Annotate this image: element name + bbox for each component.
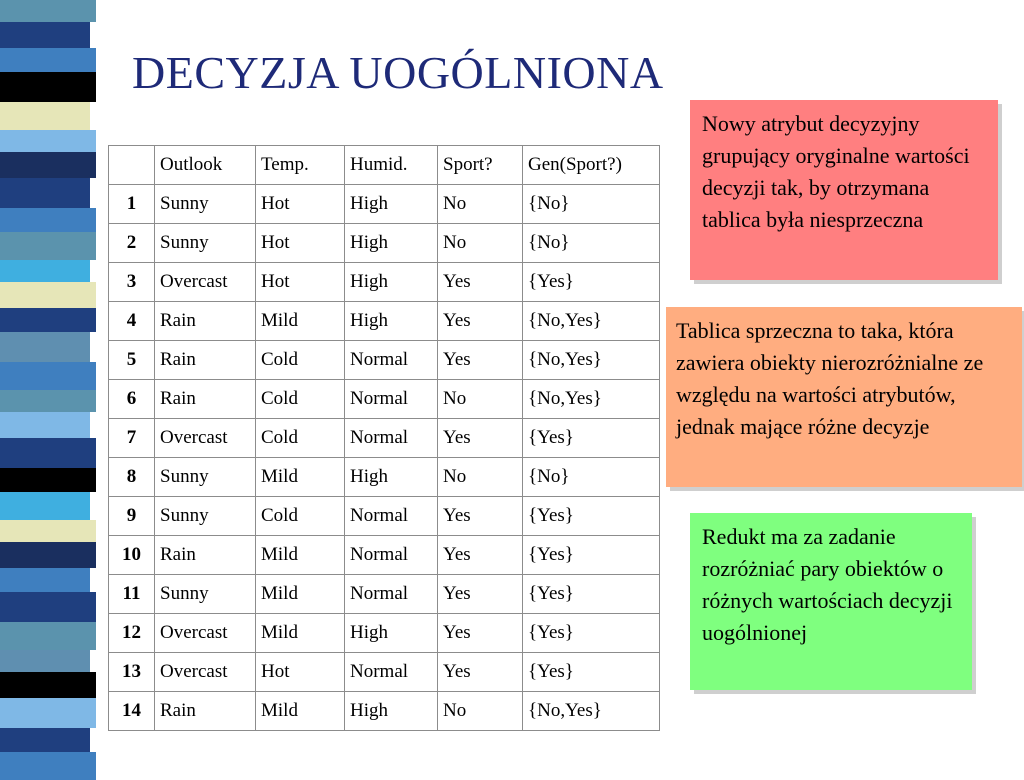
table-row <box>109 575 660 614</box>
table-row <box>109 224 660 263</box>
row-index: 10 <box>109 536 155 575</box>
cell-sport: Yes <box>438 614 523 653</box>
cell-humid: High <box>345 263 438 302</box>
header-outlook: Outlook <box>155 146 256 185</box>
cell-temp: Mild <box>256 614 345 653</box>
cell-sport: Yes <box>438 341 523 380</box>
cell-outlook: Rain <box>155 380 256 419</box>
decorative-stripe <box>0 0 96 768</box>
header-humid: Humid. <box>345 146 438 185</box>
row-index: 3 <box>109 263 155 302</box>
cell-temp: Mild <box>256 692 345 731</box>
table-row <box>109 380 660 419</box>
table-row <box>109 536 660 575</box>
cell-humid: Normal <box>345 341 438 380</box>
row-index: 8 <box>109 458 155 497</box>
cell-outlook: Sunny <box>155 224 256 263</box>
cell-gen-sport: {Yes} <box>523 653 660 692</box>
cell-outlook: Overcast <box>155 653 256 692</box>
stripe-segment <box>0 282 96 308</box>
cell-sport: No <box>438 224 523 263</box>
stripe-segment <box>0 72 96 102</box>
stripe-segment <box>0 728 90 752</box>
stripe-segment <box>0 102 90 130</box>
table-row <box>109 458 660 497</box>
table-row <box>109 302 660 341</box>
stripe-segment <box>0 362 96 390</box>
stripe-segment <box>0 468 96 492</box>
cell-gen-sport: {Yes} <box>523 536 660 575</box>
stripe-segment <box>0 542 96 568</box>
cell-temp: Mild <box>256 575 345 614</box>
cell-temp: Mild <box>256 536 345 575</box>
cell-humid: Normal <box>345 536 438 575</box>
cell-outlook: Sunny <box>155 458 256 497</box>
cell-outlook: Rain <box>155 341 256 380</box>
cell-humid: Normal <box>345 419 438 458</box>
cell-humid: High <box>345 614 438 653</box>
cell-humid: High <box>345 185 438 224</box>
cell-gen-sport: {Yes} <box>523 614 660 653</box>
stripe-segment <box>0 492 90 520</box>
cell-outlook: Sunny <box>155 575 256 614</box>
table-row <box>109 419 660 458</box>
cell-humid: High <box>345 224 438 263</box>
cell-temp: Hot <box>256 224 345 263</box>
table-row <box>109 341 660 380</box>
table-row <box>109 692 660 731</box>
stripe-segment <box>0 520 96 542</box>
cell-gen-sport: {No,Yes} <box>523 692 660 731</box>
stripe-segment <box>0 22 90 48</box>
table-row <box>109 653 660 692</box>
table-header-row <box>109 146 660 185</box>
cell-gen-sport: {No} <box>523 224 660 263</box>
cell-outlook: Overcast <box>155 419 256 458</box>
table-row <box>109 263 660 302</box>
cell-sport: Yes <box>438 302 523 341</box>
cell-humid: Normal <box>345 380 438 419</box>
stripe-segment <box>0 438 96 468</box>
stripe-segment <box>0 332 90 362</box>
cell-temp: Hot <box>256 263 345 302</box>
stripe-segment <box>0 412 90 438</box>
slide-title: DECYZJA UOGÓLNIONA <box>132 47 664 98</box>
cell-temp: Cold <box>256 419 345 458</box>
cell-temp: Cold <box>256 341 345 380</box>
header-gen-sport: Gen(Sport?) <box>523 146 660 185</box>
stripe-segment <box>0 260 90 282</box>
cell-humid: High <box>345 302 438 341</box>
decision-table <box>108 145 660 731</box>
row-index: 4 <box>109 302 155 341</box>
cell-temp: Cold <box>256 497 345 536</box>
cell-sport: Yes <box>438 575 523 614</box>
table-row <box>109 185 660 224</box>
table-row <box>109 614 660 653</box>
row-index: 9 <box>109 497 155 536</box>
cell-temp: Hot <box>256 185 345 224</box>
stripe-segment <box>0 650 90 672</box>
cell-outlook: Overcast <box>155 263 256 302</box>
cell-humid: Normal <box>345 497 438 536</box>
stripe-segment <box>0 672 96 698</box>
cell-gen-sport: {No,Yes} <box>523 302 660 341</box>
stripe-segment <box>0 48 96 72</box>
cell-humid: Normal <box>345 653 438 692</box>
header-temp: Temp. <box>256 146 345 185</box>
stripe-segment <box>0 592 96 622</box>
row-index: 6 <box>109 380 155 419</box>
row-index: 13 <box>109 653 155 692</box>
stripe-segment <box>0 622 96 650</box>
cell-sport: No <box>438 380 523 419</box>
cell-temp: Mild <box>256 302 345 341</box>
cell-outlook: Sunny <box>155 497 256 536</box>
stripe-segment <box>0 232 96 260</box>
row-index: 1 <box>109 185 155 224</box>
cell-sport: No <box>438 458 523 497</box>
stripe-segment <box>0 208 96 232</box>
cell-gen-sport: {No} <box>523 185 660 224</box>
stripe-segment <box>0 308 96 332</box>
cell-sport: No <box>438 185 523 224</box>
stripe-segment <box>0 152 96 178</box>
cell-outlook: Rain <box>155 536 256 575</box>
cell-sport: Yes <box>438 419 523 458</box>
header-index <box>109 146 155 185</box>
cell-sport: No <box>438 692 523 731</box>
stripe-segment <box>0 568 90 592</box>
cell-outlook: Sunny <box>155 185 256 224</box>
cell-gen-sport: {Yes} <box>523 575 660 614</box>
cell-humid: High <box>345 458 438 497</box>
cell-sport: Yes <box>438 653 523 692</box>
row-index: 12 <box>109 614 155 653</box>
stripe-segment <box>0 178 90 208</box>
cell-gen-sport: {No} <box>523 458 660 497</box>
stripe-segment <box>0 390 96 412</box>
stripe-segment <box>0 752 96 780</box>
cell-sport: Yes <box>438 497 523 536</box>
note-inconsistent-table: Tablica sprzeczna to taka, która zawiera obiekty nierozróżnialne ze względu na wartości atrybutów, jednak mające różne decyzje <box>666 307 1022 487</box>
note-new-decision-attribute: Nowy atrybut decyzyjny grupujący oryginalne wartości decyzji tak, by otrzymana tablica była niesprzeczna <box>690 100 998 280</box>
cell-outlook: Rain <box>155 302 256 341</box>
row-index: 2 <box>109 224 155 263</box>
table-row <box>109 497 660 536</box>
cell-gen-sport: {No,Yes} <box>523 380 660 419</box>
cell-outlook: Rain <box>155 692 256 731</box>
cell-humid: High <box>345 692 438 731</box>
cell-temp: Hot <box>256 653 345 692</box>
stripe-segment <box>0 698 96 728</box>
cell-gen-sport: {Yes} <box>523 263 660 302</box>
stripe-segment <box>0 0 96 22</box>
stripe-segment <box>0 130 96 152</box>
row-index: 11 <box>109 575 155 614</box>
row-index: 5 <box>109 341 155 380</box>
cell-humid: Normal <box>345 575 438 614</box>
cell-temp: Mild <box>256 458 345 497</box>
cell-outlook: Overcast <box>155 614 256 653</box>
cell-gen-sport: {No,Yes} <box>523 341 660 380</box>
row-index: 7 <box>109 419 155 458</box>
header-sport: Sport? <box>438 146 523 185</box>
cell-temp: Cold <box>256 380 345 419</box>
cell-sport: Yes <box>438 263 523 302</box>
cell-sport: Yes <box>438 536 523 575</box>
row-index: 14 <box>109 692 155 731</box>
note-reduct: Redukt ma za zadanie rozróżniać pary obiektów o różnych wartościach decyzji uogólnionej <box>690 513 972 690</box>
cell-gen-sport: {Yes} <box>523 419 660 458</box>
cell-gen-sport: {Yes} <box>523 497 660 536</box>
